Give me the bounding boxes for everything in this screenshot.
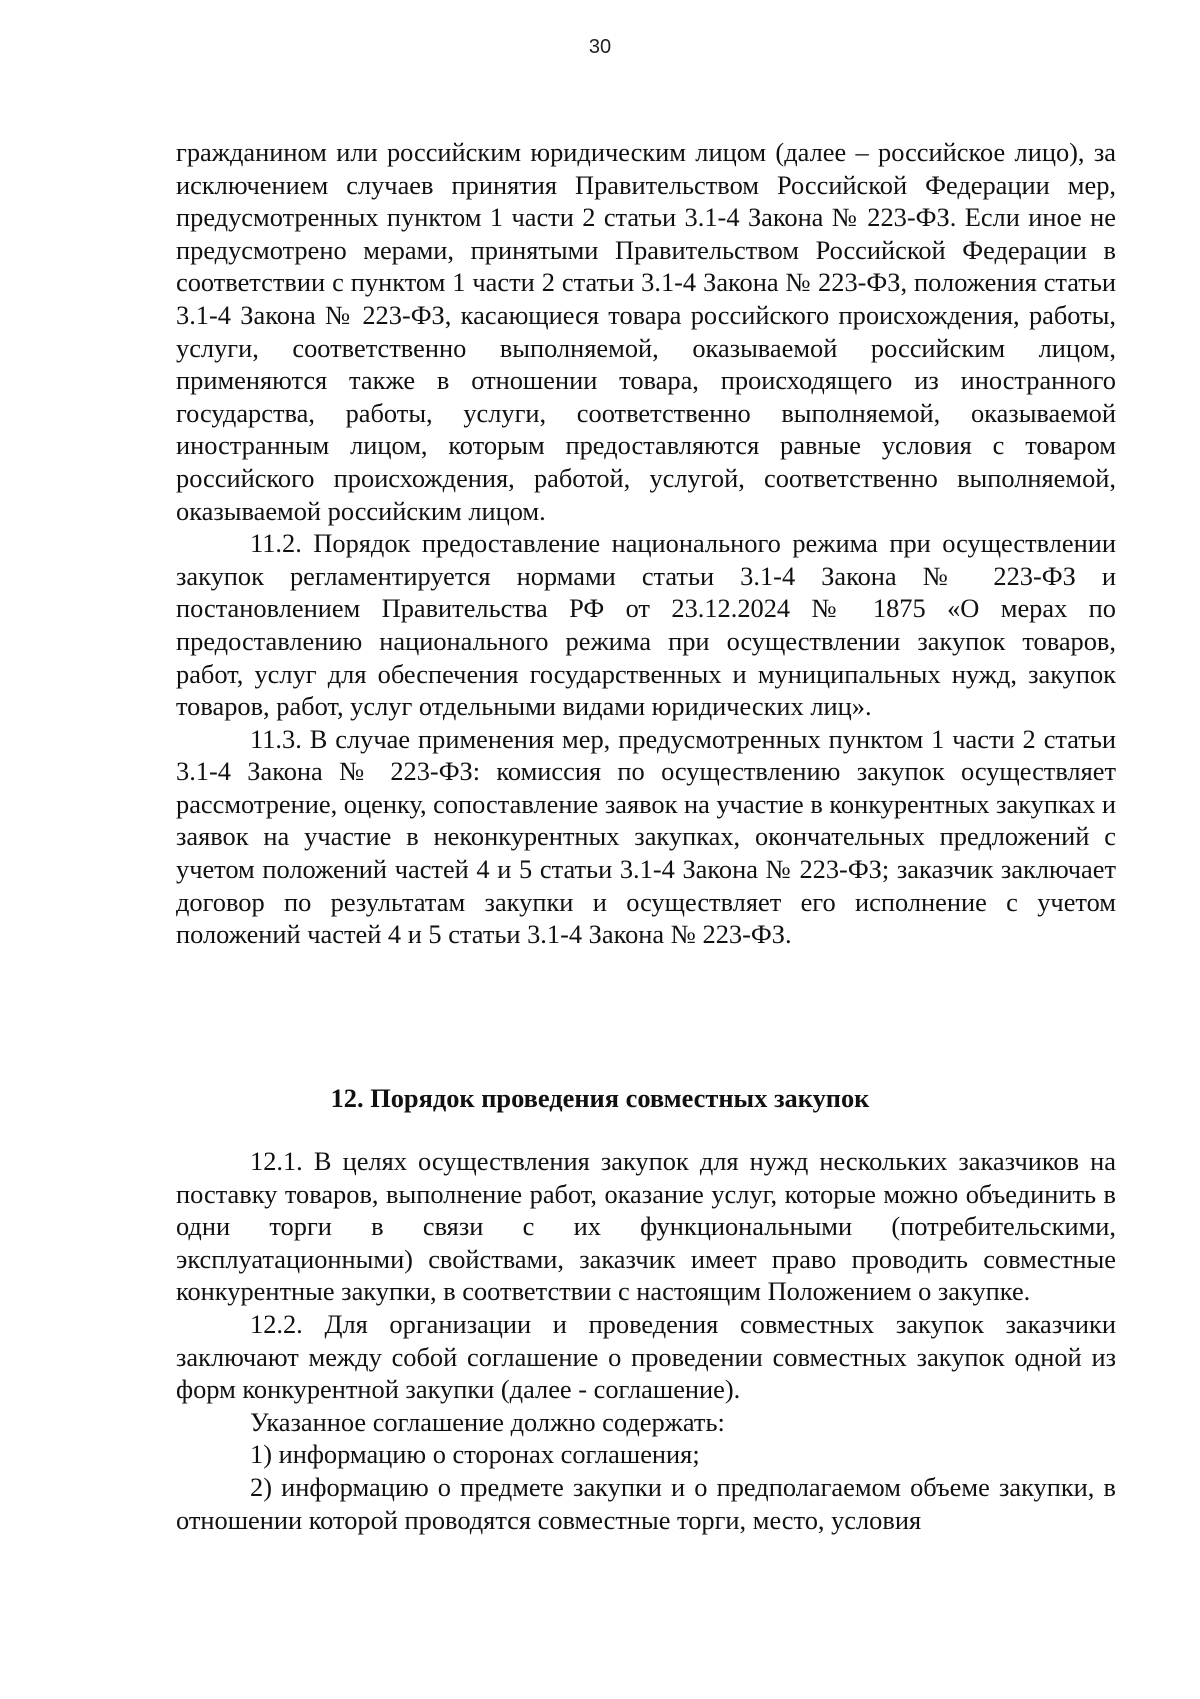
paragraph-11-2: 11.2. Порядок предоставление национального режима при осуществлении закупок регламентируется нормами статьи 3.1-4 Закона № 223-ФЗ и постановлением Правительства РФ от 23.12.2024 № 1875 «О мерах по предоставлению национального режима при осуществлении закупок товаров, работ, услуг для обеспечения государственных и муниципальных нужд, закупок товаров, работ, услуг отдельными видами юридических лиц». <box>176 528 1116 722</box>
paragraph-12-2: 12.2. Для организации и проведения совместных закупок заказчики заключают между собой соглашение о проведении совместных закупок одной из форм конкурентной закупки (далее - соглашение). <box>176 1308 1116 1405</box>
section-heading-12: 12. Порядок проведения совместных закупок <box>330 1083 870 1113</box>
text-block-section-11 <box>176 136 1116 951</box>
paragraph-11-3: 11.3. В случае применения мер, предусмотренных пунктом 1 части 2 статьи 3.1-4 Закона № 223-ФЗ: комиссия по осуществлению закупок осуществляет рассмотрение, оценку, сопоставление заявок на участие в конкурентных закупках и заявок на участие в неконкурентных закупках, окончательных предложений с учетом положений частей 4 и 5 статьи 3.1-4 Закона № 223-ФЗ; заказчик заключает договор по результатам закупки и осуществляет его исполнение с учетом положений частей 4 и 5 статьи 3.1-4 Закона № 223-ФЗ. <box>176 723 1117 950</box>
page-number: 30 <box>588 36 612 58</box>
paragraph-agreement-intro: Указанное соглашение должно содержать: <box>250 1406 725 1437</box>
text-block-section-12 <box>176 1145 1116 1536</box>
list-item-2: 2) информацию о предмете закупки и о предполагаемом объеме закупки, в отношении которой проводятся совместные торги, место, условия <box>176 1471 1116 1535</box>
paragraph-12-1: 12.1. В целях осуществления закупок для нужд нескольких заказчиков на поставку товаров, выполнение работ, оказание услуг, которые можно объединить в одни торги в связи с их функциональными (потребительскими, эксплуатационными) свойствами, заказчик имеет право проводить совместные конкурентные закупки, в соответствии с настоящим Положением о закупке. <box>176 1146 1116 1307</box>
list-item-1: 1) информацию о сторонах соглашения; <box>250 1439 700 1470</box>
paragraph-continuation: гражданином или российским юридическим лицом (далее – российское лицо), за исключением случаев принятия Правительством Российской Федерации мер, предусмотренных пунктом 1 части 2 статьи 3.1-4 Закона № 223-ФЗ. Если иное не предусмотрено мерами, принятыми Правительством Российской Федерации в соответствии с пунктом 1 части 2 статьи 3.1-4 Закона № 223-ФЗ, положения статьи 3.1-4 Закона № 223-ФЗ, касающиеся товара российского происхождения, работы, услуги, соответственно выполняемой, оказываемой российским лицом, применяются также в отношении товара, происходящего из иностранного государства, работы, услуги, соответственно выполняемой, оказываемой иностранным лицом, которым предоставляются равные условия с товаром российского происхождения, работой, услугой, соответственно выполняемой, оказываемой российским лицом. <box>176 137 1116 526</box>
